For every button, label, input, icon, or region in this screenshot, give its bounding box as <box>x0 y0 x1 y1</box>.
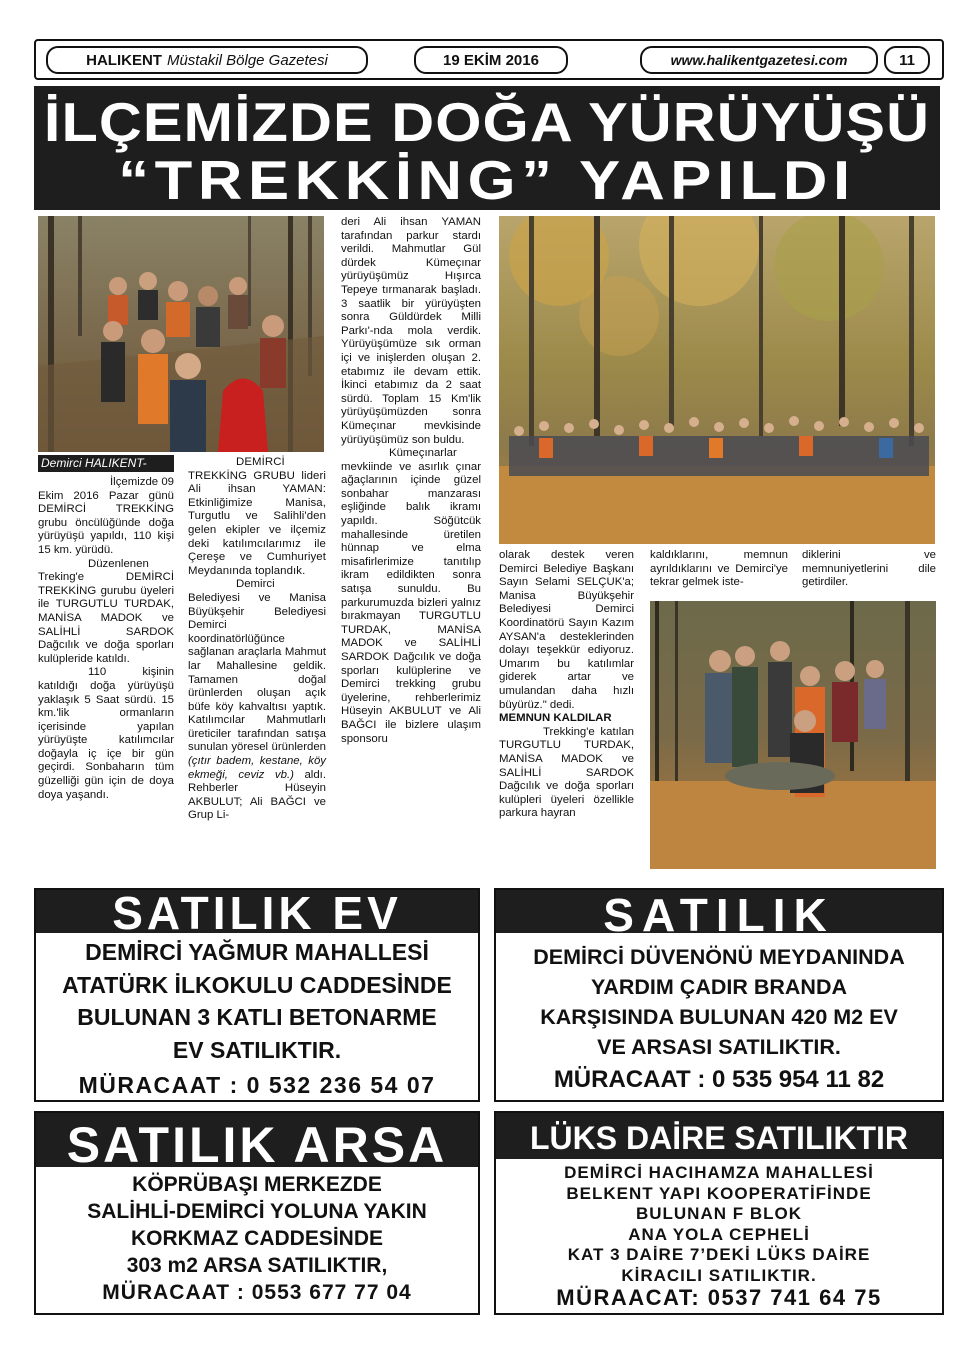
ad-line: DEMİRCİ DÜVENÖNÜ MEYDANINDA <box>533 945 905 969</box>
article-column-6 <box>802 549 936 590</box>
article-column-5 <box>650 549 788 590</box>
ad-line: BULUNAN F BLOK <box>635 1204 803 1223</box>
ad-line: KAT 3 DAİRE 7’DEKİ LÜKS DAİRE <box>567 1245 871 1264</box>
article-paragraph: kaldıklarını, memnun ayrıldıklarını ve Demirci'ye tekrar gelmek iste- <box>650 549 788 589</box>
ad-property-for-sale <box>494 888 944 1102</box>
ad-line: KÖPRÜBAŞI MERKEZDE <box>132 1173 382 1196</box>
ad-title: SATILIK ARSA <box>36 1113 478 1167</box>
article-column-4 <box>499 549 634 821</box>
article-column-1 <box>38 476 174 802</box>
headline-banner <box>34 86 940 210</box>
article-paragraph: diklerini ve memnuniyetlerini dile getirdiler. <box>802 549 936 589</box>
ad-line: SALİHLİ-DEMİRCİ YOLUNA YAKIN <box>87 1200 427 1223</box>
ad-line: DEMİRCİ HACIHAMZA MAHALLESİ <box>564 1163 874 1182</box>
page-number: 11 <box>899 51 915 69</box>
paper-subtitle: Müstakil Bölge Gazetesi <box>166 51 328 69</box>
ad-line: KİRACILI SATILIKTIR. <box>621 1265 817 1285</box>
ad-body <box>496 1163 942 1309</box>
ad-house-for-sale <box>34 888 480 1102</box>
group-photo-graphic <box>499 216 935 544</box>
ad-line: EV SATILIKTIR. <box>172 1036 342 1063</box>
article-column-3 <box>341 216 481 746</box>
article-column-2 <box>188 456 326 823</box>
headline-line-1: İLÇEMİZDE DOĞA YÜRÜYÜŞÜ <box>43 91 931 153</box>
ad-contact: MÜRAACAT: 0537 741 64 75 <box>556 1285 882 1310</box>
article-paragraph: deri Ali ihsan YAMAN tarafından parkur stardı verildi. Mahmutlar Gül dürdek Kümeçınar yürüyüşümüz Hışırca Tepeye tırmanarak başladı. 3 saatlik bir yürüyüşten sonra Güldürdek Milli Parkı'-nda mola verdik. Yürüyüşümüze sık orman içi ve inişlerden oluşan 2. etabımız ile devam ettik. İkinci etabımız da 2 saat sürdü. Toplam 15 Km'lik yürüyüşümüzden sonra Kümeçınar mevkisinde yürüyüşümüz son buldu. <box>341 216 481 446</box>
article-text: aldı. Rehberler Hüseyin AKBULUT; Ali BAĞCI ve Grup Li- <box>188 768 326 822</box>
paper-name: HALIKENT <box>86 51 162 69</box>
ad-contact: MÜRACAAT : 0 535 954 11 82 <box>553 1066 885 1093</box>
article-text: Demirci Belediyesi ve Manisa Büyükşehir Belediyesi Demirci koordinatörlüğünce sağlanan araçlarla Mahmut lar Mahallesine geldik. Tamamen doğal ürünlerden oluşan açık büfe köy kahvaltısı yaptık. Katılımcılar Mahmutlarlı üreticiler tarafından satışa sunulan yöresel ürünlerden <box>188 578 326 754</box>
small-group-photo-graphic <box>650 601 936 869</box>
ad-line: KORKMAZ CADDESİNDE <box>131 1227 383 1250</box>
article-photo-selfie <box>38 216 324 452</box>
ad-contact: MÜRACAAT : 0 532 236 54 07 <box>78 1072 436 1098</box>
ad-line: BULUNAN 3 KATLI BETONARME <box>77 1004 437 1030</box>
page-number-pill <box>884 46 930 74</box>
ad-line: VE ARSASI SATILIKTIR. <box>597 1035 841 1059</box>
date-pill <box>414 46 568 74</box>
ad-title: SATILIK <box>496 890 942 933</box>
ad-body <box>36 936 478 1102</box>
article-paragraph: Düzenlenen Treking'e DEMİRCİ TREKKİNG gurubu üyeleri ile TURGUTLU TURDAK, MANİSA MADOK ve SALİHLİ SARDOK Dağcılık ve doğa sporları kulüpleride katıldı. <box>38 557 174 665</box>
article-paragraph: Trekking'e katılan TURGUTLU TURDAK, MANİSA MADOK ve SALİHLİ SARDOK Dağcılık ve doğa sporları kulüpleri üyeleri özellikle parkura hayran <box>499 725 634 820</box>
ad-line: BELKENT YAPI KOOPERATİFİNDE <box>566 1183 872 1203</box>
masthead-pill <box>46 46 368 74</box>
ad-apartment-for-sale <box>494 1111 944 1315</box>
article-paragraph: DEMİRCİ TREKKİNG GRUBU lideri Ali ihsan YAMAN: Etkinliğimize Manisa, Turgutlu ve Salihli'den gelen ekipler ve ilçemiz deki katılımcılarımız ile Çereşe ve Cumhuriyet Meydanında toplandık. <box>188 456 326 577</box>
selfie-photo-graphic <box>38 216 324 452</box>
issue-date: 19 EKİM 2016 <box>443 51 539 69</box>
ad-line: DEMİRCİ YAĞMUR MAHALLESİ <box>85 939 429 965</box>
article-paragraph: Kümeçınarlar mevkiinde ve asırlık çınar ağaçlarının içinde güzel sonbahar manzarası eşliğinde balık ikramı yapıldı. Söğütcük mahallesinde üretilen hünnap ve elma misafirlerimize tanıtılıp ikram edildikten sonra satışa sunuldu. Bu parkurumuzda bizleri yalnız bırakmayan TURGUTLU TURDAK, MANİSA MADOK ve SALİHLİ SARDOK Dağcılık ve doğa sporları kulüplerine ve Demirci trekking grubu üyelerine, rehberlerimiz Hüseyin AKBULUT ve Ali BAĞCI ile bizlere ulaşım sponsoru <box>341 447 481 745</box>
article-paragraph <box>188 578 326 823</box>
ad-land-for-sale <box>34 1111 480 1315</box>
ad-title: SATILIK EV <box>36 890 478 933</box>
ad-line: 303 m2 ARSA SATILIKTIR, <box>126 1254 388 1277</box>
ad-line: KARŞISINDA BULUNAN 420 M2 EV <box>540 1005 898 1029</box>
article-paragraph: olarak destek veren Demirci Belediye Başkanı Sayın Selami SELÇUK'a; Manisa Büyükşehir Belediyesi Demirci Koordinatörü Sayın Kazım AYSAN'a desteklerinden dolayı teşekkür ediyoruz. Umarım bu katılımlar giderek artar ve umulandan daha hızlı büyürüz." dedi. <box>499 549 634 711</box>
ad-line: ATATÜRK İLKOKULU CADDESİNDE <box>62 971 452 998</box>
article-photo-small-group <box>650 601 936 869</box>
ad-line: ANA YOLA CEPHELİ <box>628 1224 810 1244</box>
article-text-italic: (çıtır badem, kestane, köy ekmeği, ceviz vb.) <box>188 755 326 781</box>
website-link[interactable]: www.halikentgazetesi.com <box>670 52 848 68</box>
article-paragraph: 110 kişinin katıldığı doğa yürüyüşü yaklaşık 5 Saat sürdü. 15 km.'lik ormanların içerisinde yapılan yürüyüşte katılımcılar doğayla iç içe bir gün geçirdi. Sonbaharın tüm güzelliği gün için de doya doya yaşandı. <box>38 666 174 801</box>
photo-caption: Demirci HALIKENT- <box>38 455 174 472</box>
article-paragraph: İlçemizde 09 Ekim 2016 Pazar günü DEMİRCİ TREKKİNG grubu öncülüğünde doğa yürüyüşü yapıldı, 110 kişi 15 km. yürüdü. <box>38 476 174 556</box>
article-photo-group <box>499 216 935 544</box>
ad-line: YARDIM ÇADIR BRANDA <box>590 975 848 999</box>
ad-body <box>36 1171 478 1306</box>
article-subheading: MEMNUN KALDILAR <box>499 712 612 725</box>
headline-line-2: “TREKKİNG” YAPILDI <box>118 149 856 211</box>
ad-title: LÜKS DAİRE SATILIKTIR <box>496 1113 942 1159</box>
website-pill <box>640 46 878 74</box>
ad-body <box>496 942 942 1095</box>
ad-contact: MÜRACAAT : 0553 677 77 04 <box>102 1281 412 1304</box>
page-header <box>34 39 944 80</box>
